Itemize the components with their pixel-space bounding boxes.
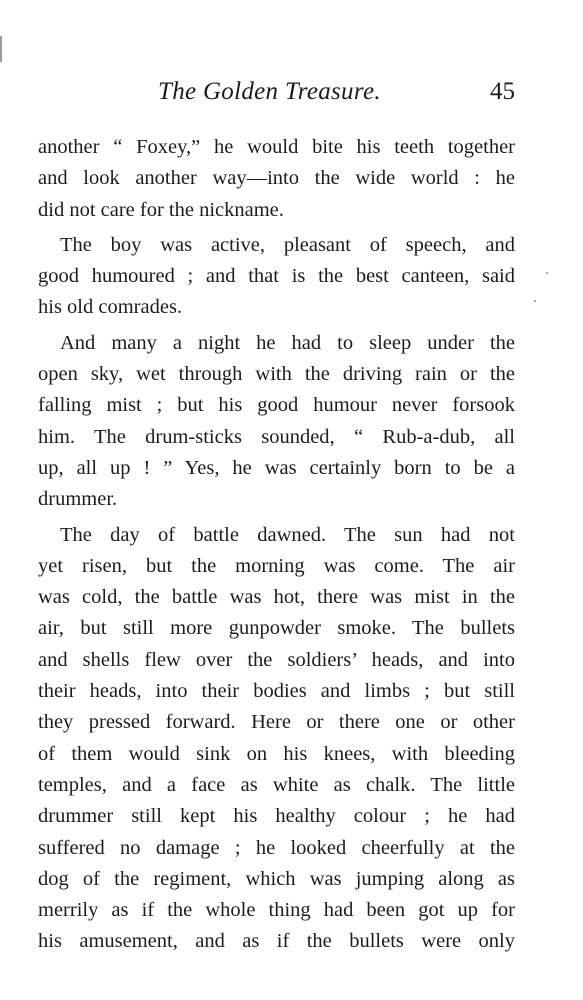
paper-speck: [546, 272, 548, 274]
text-line: air, but still more gunpowder smoke. The bullets: [38, 617, 515, 640]
running-head: [38, 78, 515, 114]
paper-speck: [534, 300, 536, 302]
text-line: dog of the regiment, which was jumping along as: [38, 867, 515, 890]
text-line: did not care for the nickname.: [38, 198, 284, 221]
body-text: [38, 132, 515, 958]
text-line: they pressed forward. Here or there one or other: [38, 711, 515, 734]
running-title: The Golden Treasure.: [158, 78, 381, 105]
text-line: him. The drum-sticks sounded, “ Rub-a-dub, all: [38, 425, 515, 448]
text-line: drummer.: [38, 488, 118, 511]
scan-edge-mark: [0, 36, 2, 62]
text-line: and look another way—into the wide world : he: [38, 167, 515, 190]
paragraph: [38, 328, 515, 516]
text-line: falling mist ; but his good humour never forsook: [38, 394, 515, 417]
text-line: another “ Foxey,” he would bite his teeth together: [38, 136, 515, 158]
text-line: The boy was active, pleasant of speech, and: [60, 233, 515, 256]
text-line: up, all up ! ” Yes, he was certainly born to be a: [38, 456, 515, 479]
paragraph: [38, 520, 515, 958]
text-line: drummer still kept his healthy colour ; he had: [38, 805, 515, 828]
page-number: 45: [490, 78, 515, 105]
text-line: temples, and a face as white as chalk. The little: [38, 773, 515, 796]
text-line: was cold, the battle was hot, there was mist in the: [38, 586, 515, 609]
text-line: their heads, into their bodies and limbs ; but still: [38, 680, 515, 703]
paragraph: [38, 132, 515, 226]
text-line: his old comrades.: [38, 296, 183, 319]
text-line: The day of battle dawned. The sun had not: [60, 523, 515, 546]
text-line: and shells flew over the soldiers’ heads, and into: [38, 648, 515, 671]
text-line: open sky, wet through with the driving rain or the: [38, 363, 515, 386]
text-line: yet risen, but the morning was come. The air: [38, 554, 515, 577]
paragraph: [38, 230, 515, 324]
text-line: good humoured ; and that is the best canteen, said: [38, 265, 515, 288]
text-line: his amusement, and as if the bullets were only: [38, 930, 515, 953]
text-line: And many a night he had to sleep under the: [60, 331, 515, 354]
text-line: merrily as if the whole thing had been got up for: [38, 899, 515, 922]
text-line: suffered no damage ; he looked cheerfully at the: [38, 836, 515, 859]
text-line: of them would sink on his knees, with bleeding: [38, 742, 515, 765]
